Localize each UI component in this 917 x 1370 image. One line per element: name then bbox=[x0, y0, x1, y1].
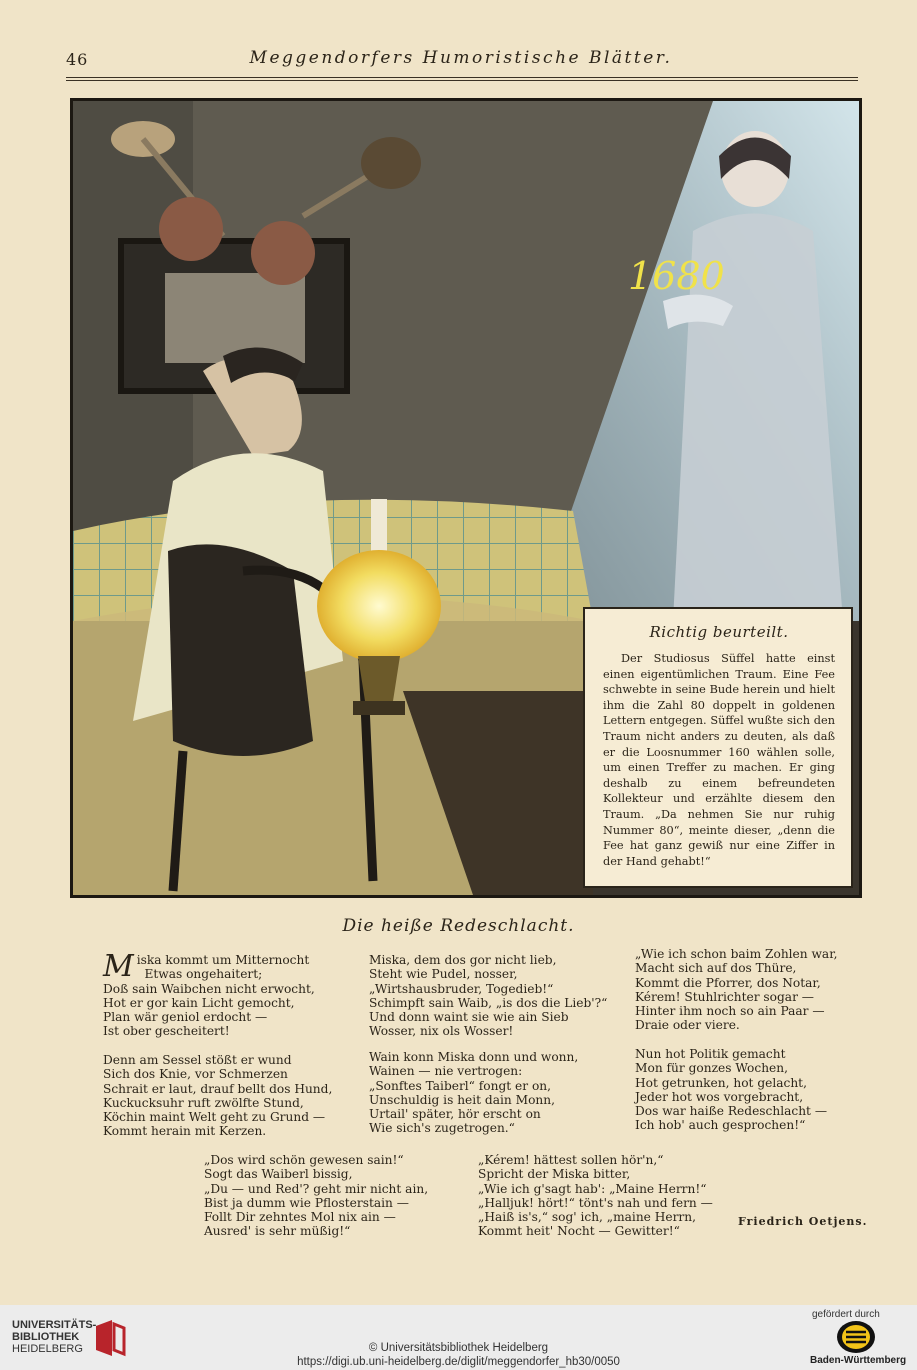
poem-stanza-8: „Kérem! hättest sollen hör'n,“ Spricht der Miska bitter, „Wie ich g'sagt hab': „Maine Herrn!“ „Halljuk! hört!“ tönt's nah und fern — „Haiß is's,“ sog' ich, „maine Herrn, Kommt heit' Nocht — Gewitter!“ bbox=[478, 1153, 713, 1239]
poem-stanza-6: Nun hot Politik gemacht Mon für gonzes Wochen, Hot getrunken, hot gelacht, Jeder hot wos vorgebracht, Dos war haiße Redeschlacht — Ich hob' auch gesprochen!“ bbox=[635, 1047, 828, 1133]
funded-by-label: gefördert durch bbox=[812, 1309, 880, 1320]
caption-box bbox=[583, 607, 853, 888]
poem-stanza-2: Denn am Sessel stößt er wund Sich dos Knie, vor Schmerzen Schrait er laut, drauf bellt dos Hund, Kuckucksuhr ruft zwölfte Stund, Köchin maint Welt geht zu Grund — Kommt herain mit Kerzen. bbox=[103, 1053, 333, 1139]
header-rule-double bbox=[66, 80, 858, 81]
caption-title: Richtig beurteilt. bbox=[649, 623, 789, 641]
header-rule bbox=[66, 77, 858, 78]
poem-stanza-1: Miska kommt um Mitternocht Etwas ongehaitert; Doß sain Waibchen nicht erwocht, Hot er gor kain Licht gemocht, Plan wär geniol erdocht — Ist ober gescheitert! bbox=[103, 949, 315, 1039]
poem-stanza-3: Miska, dem dos gor nicht lieb, Steht wie Pudel, nosser, „Wirtshausbruder, Togedieb!“ Schimpft sain Waib, „is dos die Lieb'?“ Und donn waint sie wie ain Sieb Wosser, nix ols Wosser! bbox=[369, 953, 608, 1039]
poem-dropcap: M bbox=[103, 949, 134, 984]
poem-stanza-5: „Wie ich schon baim Zohlen war, Macht sich auf dos Thüre, Kommt die Pforrer, dos Notar, Kérem! Stuhlrichter sogar — Hinter ihm noch so ain Paar — Draie oder viere. bbox=[635, 947, 838, 1033]
poem-stanza-4: Wain konn Miska donn und wonn, Wainen — nie vertrogen: „Sonftes Taiberl“ fongt er on, Unschuldig is heit dain Monn, Urtail' später, hör erscht on Wie sich's zugetrogen.“ bbox=[369, 1050, 579, 1136]
copyright-notice: © Universitätsbibliothek Heidelberg bbox=[368, 1342, 549, 1354]
ghost-number: 1680 bbox=[628, 254, 725, 298]
viewer-footer bbox=[0, 1305, 917, 1370]
funder-name[interactable]: Baden-Württemberg bbox=[810, 1355, 907, 1366]
running-title: Meggendorfers Humoristische Blätter. bbox=[249, 48, 673, 68]
poem-stanza-7: „Dos wird schön gewesen sain!“ Sogt das Waiberl bissig, „Du — und Red'? geht mir nicht ain, Bist ja dumm wie Pflosterstain — Follt Dir zehntes Mol nix ain — Ausred' is sehr müßig!“ bbox=[204, 1153, 429, 1239]
caption-text: Der Studiosus Süffel hatte einst einen eigentümlichen Traum. Eine Fee schwebte in seine Bude herein und hielt ihm die Zahl 80 doppelt in goldenen Lettern entgegen. Süffel wußte sich den Traum nicht anders zu deuten, als daß er die Loosnummer 160 wählen solle, um einen Treffer zu machen. Er ging deshalb zu einem befreundeten Kollekteur und erzählte diesem den Traum. „Da nehmen Sie nur ruhig Nummer 80“, meinte dieser, „denn die Fee hat ganz gewiß nur eine Ziffer in der Hand gehabt!“ bbox=[603, 652, 835, 868]
poem-author: Friedrich Oetjens. bbox=[738, 1215, 868, 1228]
baden-wuerttemberg-crest-icon[interactable] bbox=[836, 1320, 876, 1354]
library-logo-text[interactable]: UNIVERSITÄTS- BIBLIOTHEK HEIDELBERG bbox=[12, 1319, 97, 1355]
source-url-link[interactable]: https://digi.ub.uni-heidelberg.de/diglit/meggendorfer_hb30/0050 bbox=[297, 1356, 620, 1368]
page-number: 46 bbox=[66, 50, 89, 69]
page-header bbox=[66, 46, 856, 74]
poem-title: Die heiße Redeschlacht. bbox=[342, 916, 575, 936]
